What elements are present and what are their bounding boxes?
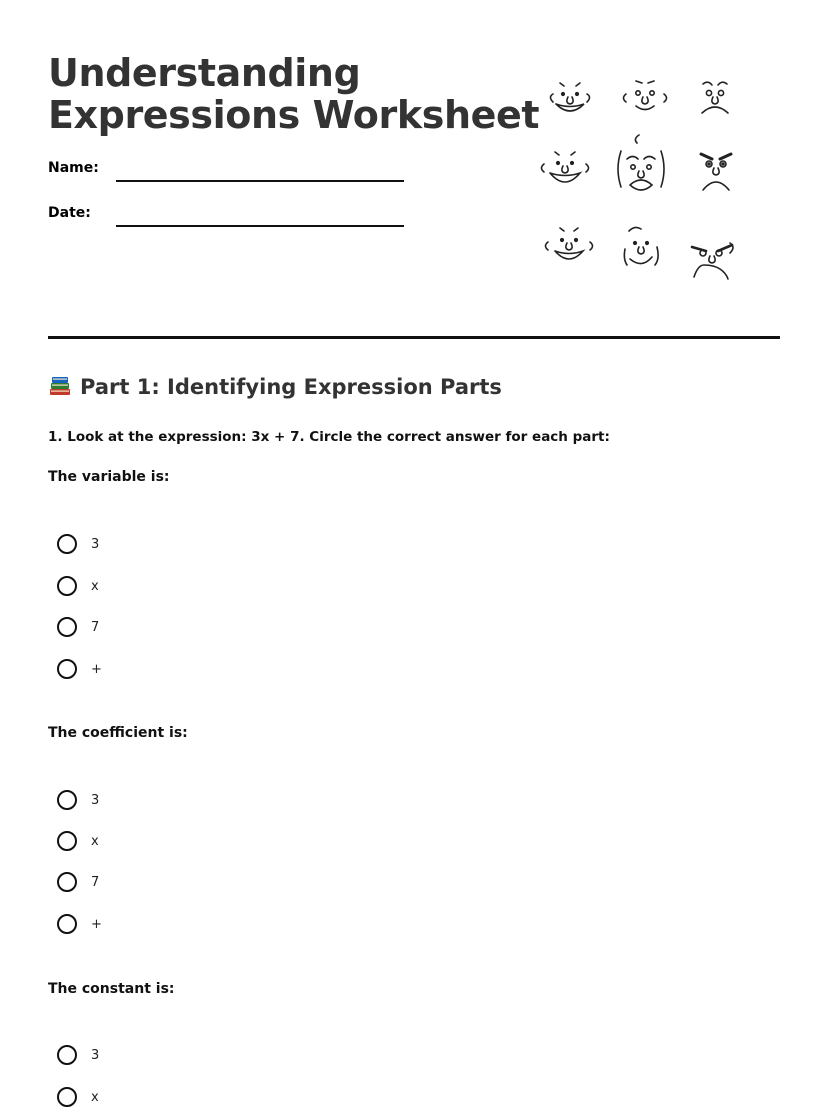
- variable-option-x[interactable]: [57, 573, 177, 599]
- variable-label: The variable is:: [48, 469, 170, 485]
- part1-heading: [48, 374, 502, 399]
- smirking-face-icon: [624, 227, 658, 265]
- radio-circle[interactable]: [57, 831, 77, 851]
- part1-heading-text: Part 1: Identifying Expression Parts: [80, 375, 502, 399]
- radio-circle[interactable]: [57, 576, 77, 596]
- constant-label: The constant is:: [48, 981, 175, 997]
- worksheet-title: [48, 52, 539, 136]
- date-input-line[interactable]: [116, 225, 404, 227]
- constant-option-x[interactable]: [57, 1084, 177, 1110]
- radio-circle[interactable]: [57, 1087, 77, 1107]
- option-label: 3: [91, 1047, 100, 1063]
- variable-option-7[interactable]: [57, 614, 177, 640]
- radio-circle[interactable]: [57, 914, 77, 934]
- title-line-2: Expressions Worksheet: [48, 93, 540, 137]
- laughing-face-icon: [542, 152, 589, 182]
- option-label: x: [91, 833, 99, 849]
- option-label: 3: [91, 792, 100, 808]
- option-label: +: [91, 916, 102, 932]
- option-label: x: [91, 1089, 99, 1105]
- happy-face-icon: [551, 83, 590, 111]
- grinning-face-icon: [546, 228, 593, 259]
- option-label: +: [91, 661, 102, 677]
- angry-face-icon: [701, 154, 731, 190]
- coefficient-label: The coefficient is:: [48, 725, 188, 741]
- variable-option-3[interactable]: [57, 531, 177, 557]
- radio-circle[interactable]: [57, 1045, 77, 1065]
- question-1: 1. Look at the expression: 3x + 7. Circle the correct answer for each part:: [48, 429, 610, 445]
- faces-illustration: [535, 75, 745, 290]
- radio-circle[interactable]: [57, 659, 77, 679]
- constant-option-3[interactable]: [57, 1042, 177, 1068]
- coefficient-option-7[interactable]: [57, 869, 177, 895]
- option-label: 7: [91, 874, 100, 890]
- section-divider: [48, 336, 780, 339]
- coefficient-option-x[interactable]: [57, 828, 177, 854]
- date-label: Date:: [48, 205, 91, 221]
- option-label: 7: [91, 619, 100, 635]
- coefficient-option-3[interactable]: [57, 787, 177, 813]
- title-line-1: Understanding: [48, 51, 361, 95]
- option-label: x: [91, 578, 99, 594]
- surprised-face-icon: [624, 81, 667, 110]
- worried-face-icon: [618, 135, 664, 190]
- name-label: Name:: [48, 160, 99, 176]
- coefficient-option-plus[interactable]: [57, 911, 177, 937]
- books-icon: [48, 374, 72, 398]
- sad-face-icon: [702, 82, 728, 113]
- option-label: 3: [91, 536, 100, 552]
- grumpy-face-icon: [692, 243, 733, 279]
- radio-circle[interactable]: [57, 617, 77, 637]
- radio-circle[interactable]: [57, 534, 77, 554]
- name-input-line[interactable]: [116, 180, 404, 182]
- variable-option-plus[interactable]: [57, 656, 177, 682]
- radio-circle[interactable]: [57, 872, 77, 892]
- radio-circle[interactable]: [57, 790, 77, 810]
